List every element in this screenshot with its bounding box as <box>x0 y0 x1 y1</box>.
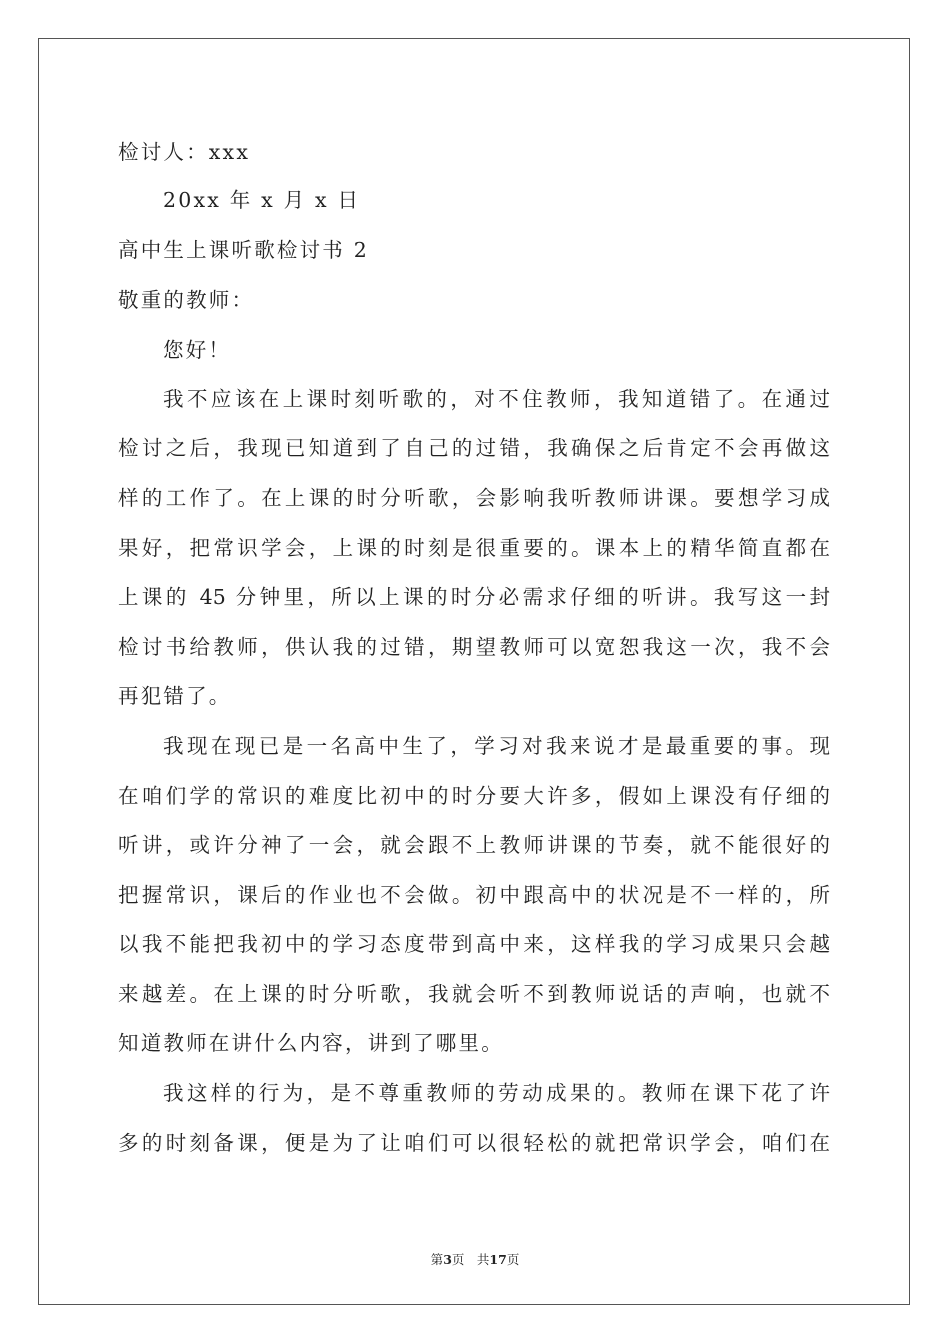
body-line: 以我不能把我初中的学习态度带到高中来，这样我的学习成果只会越 <box>118 932 830 956</box>
page-suffix: 页 <box>506 1252 520 1267</box>
body-line: 检讨书给教师，供认我的过错，期望教师可以宽恕我这一次，我不会 <box>118 635 830 659</box>
body-line: 来越差。在上课的时分听歌，我就会听不到教师说话的声响，也就不 <box>118 982 830 1006</box>
body-line: 我现在现已是一名高中生了，学习对我来说才是最重要的事。现 <box>163 734 830 758</box>
body-line: 我不应该在上课时刻听歌的，对不住教师，我知道错了。在通过 <box>163 387 830 411</box>
body-line: 听讲，或许分神了一会，就会跟不上教师讲课的节奏，就不能很好的 <box>118 833 830 857</box>
page-number-footer <box>0 1250 950 1268</box>
body-line: 样的工作了。在上课的时分听歌，会影响我听教师讲课。要想学习成 <box>118 486 830 510</box>
body-line: 再犯错了。 <box>118 684 232 708</box>
body-line: 上课的 45 分钟里，所以上课的时分必需求仔细的听讲。我写这一封 <box>118 585 830 609</box>
body-line: 检讨之后，我现已知道到了自己的过错，我确保之后肯定不会再做这 <box>118 436 830 460</box>
page-border <box>38 38 910 1305</box>
body-line: 我这样的行为，是不尊重教师的劳动成果的。教师在课下花了许 <box>163 1081 830 1105</box>
body-line: 多的时刻备课，便是为了让咱们可以很轻松的就把常识学会，咱们在 <box>118 1131 830 1155</box>
body-line: 果好，把常识学会，上课的时刻是很重要的。课本上的精华简直都在 <box>118 536 830 560</box>
page-prefix: 第 <box>430 1252 444 1267</box>
current-page: 3 <box>443 1252 452 1267</box>
salutation: 敬重的教师： <box>118 288 255 312</box>
body-line: 知道教师在讲什么内容，讲到了哪里。 <box>118 1031 504 1055</box>
signature-date: 20xx 年 x 月 x 日 <box>163 188 361 212</box>
total-pages: 17 <box>489 1252 507 1267</box>
letter-title: 高中生上课听歌检讨书 2 <box>118 238 369 262</box>
greeting: 您好！ <box>163 338 232 362</box>
body-line: 把握常识，课后的作业也不会做。初中跟高中的状况是不一样的，所 <box>118 883 830 907</box>
body-line: 在咱们学的常识的难度比初中的时分要大许多，假如上课没有仔细的 <box>118 784 830 808</box>
page-mid: 页 共 <box>451 1252 490 1267</box>
reviewer-signature: 检讨人：xxx <box>118 140 251 164</box>
